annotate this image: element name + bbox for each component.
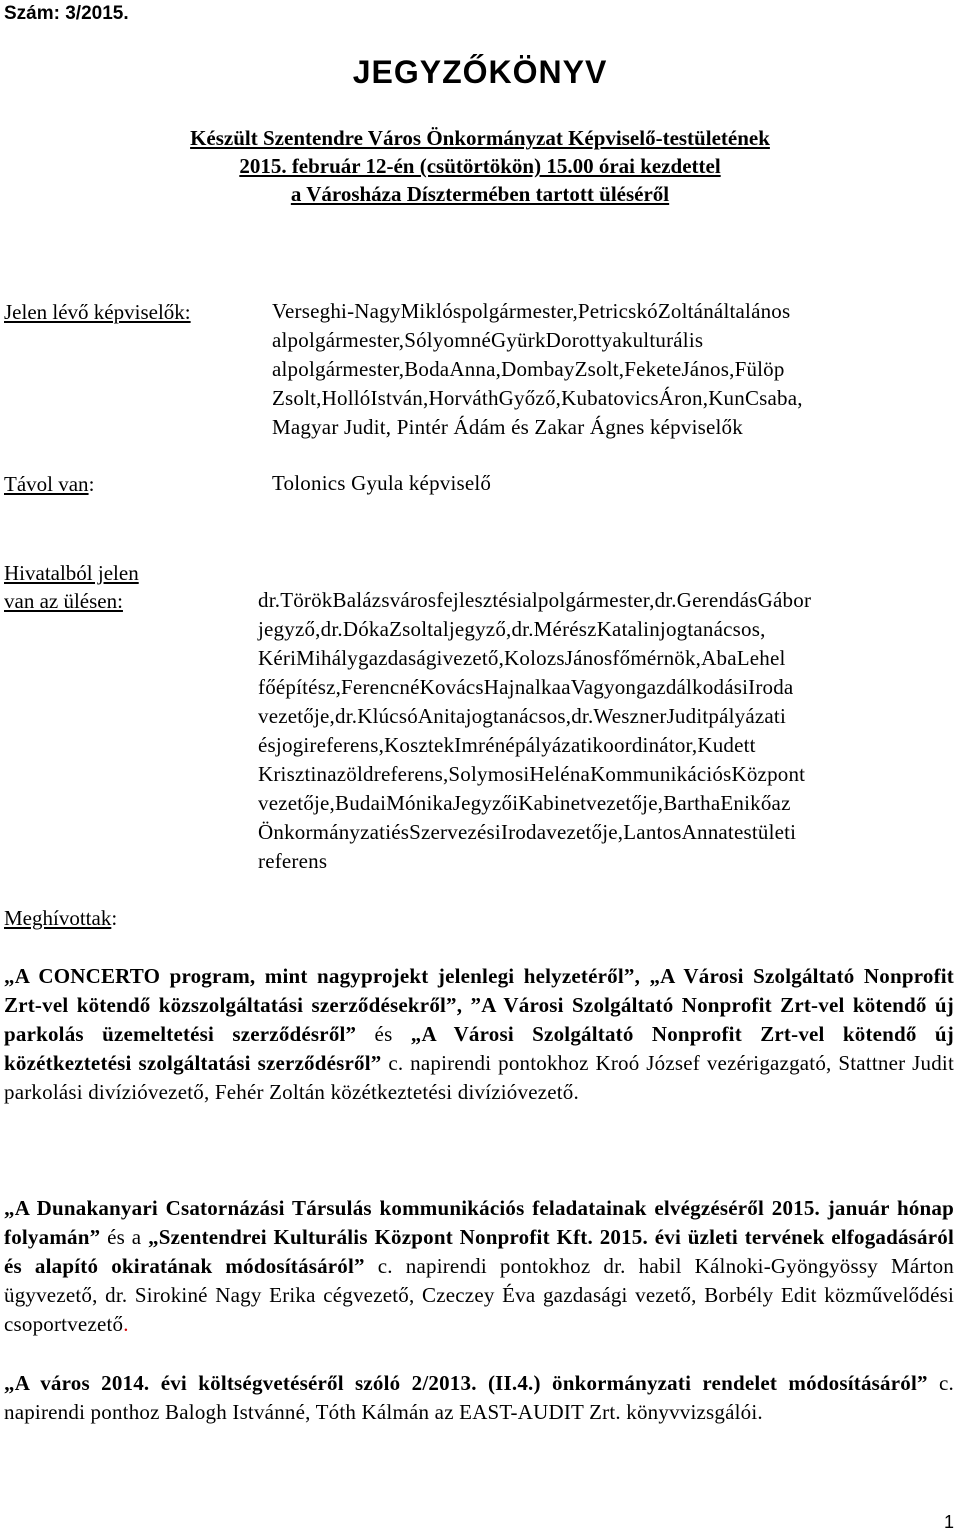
word: Török bbox=[280, 588, 333, 612]
word: Boda bbox=[404, 357, 450, 381]
word: Kun bbox=[708, 386, 745, 410]
word: Kovács bbox=[419, 675, 484, 699]
official-label bbox=[4, 559, 139, 615]
word: Weszner bbox=[593, 704, 667, 728]
word: Fülöp bbox=[734, 357, 785, 381]
present-line bbox=[272, 355, 954, 384]
word: Dombay bbox=[501, 357, 575, 381]
agenda-title: „A CONCERTO program, mint nagyprojekt jelenlegi helyzetéről”, „A Városi Szolgáltató Nonprofit Zrt-vel kötendő közszolgáltatási szerződésekről”, ”A Városi Szolgáltató Nonprofit Zrt-vel kötendő új parkolás üzemeltetési szerződésről” bbox=[4, 964, 954, 1046]
word: Solymosi bbox=[448, 762, 530, 786]
invited-label-suffix: : bbox=[111, 906, 118, 930]
absent-label bbox=[4, 470, 94, 498]
word: Hajnalka bbox=[483, 675, 562, 699]
present-members bbox=[272, 297, 954, 442]
word: Központ bbox=[731, 762, 806, 786]
document-title: JEGYZŐKÖNYV bbox=[352, 54, 608, 90]
word: Fekete bbox=[624, 357, 682, 381]
word: dr. bbox=[320, 617, 343, 641]
agenda-title: „A város 2014. évi költségvetéséről szóló 2/2013. (II.4.) önkormányzati rendelet módosításáról” bbox=[4, 1371, 928, 1395]
official-label-line2: van az ülésen: bbox=[4, 589, 123, 613]
word: főépítész, bbox=[258, 675, 342, 699]
document-subtitle bbox=[0, 124, 960, 208]
official-attendees bbox=[258, 586, 955, 876]
word: Győző, bbox=[498, 386, 562, 410]
word: dr. bbox=[258, 588, 281, 612]
official-label-line1: Hivatalból jelen bbox=[4, 561, 139, 585]
word: Dorottya bbox=[545, 328, 622, 352]
official-line: referens bbox=[258, 849, 328, 873]
word: vezetője, bbox=[586, 791, 664, 815]
agenda-title: „A Dunakanyari Csatornázási Társulás kommunikációs feladatainak elvégzéséről 2015. január hónap folyamán” bbox=[4, 1196, 954, 1249]
word: gazdasági bbox=[358, 646, 443, 670]
word: Jegyzői bbox=[452, 791, 519, 815]
word: Gyürk bbox=[490, 328, 546, 352]
word: Zsolt bbox=[389, 617, 434, 641]
word: Zsolt, bbox=[272, 386, 322, 410]
word: Dóka bbox=[342, 617, 390, 641]
word: Lehel bbox=[736, 646, 786, 670]
word: Mónika bbox=[386, 791, 453, 815]
word: vezető, bbox=[442, 646, 505, 670]
word: Bartha bbox=[663, 791, 721, 815]
official-line bbox=[258, 731, 955, 760]
word: dr. bbox=[654, 588, 677, 612]
agenda-title: „Szentendrei Kulturális Központ Nonprofit Kft. 2015. évi üzleti tervének elfogadásáról és alapító okiratának módosításáról” bbox=[4, 1225, 954, 1278]
word: Anita bbox=[417, 704, 466, 728]
word: Ferencné bbox=[341, 675, 420, 699]
word: Judit bbox=[666, 704, 709, 728]
word: Gerendás bbox=[676, 588, 758, 612]
word: jogtanácsos, bbox=[465, 704, 572, 728]
word: főmérnök, bbox=[612, 646, 702, 670]
absent-label-suffix: : bbox=[88, 472, 95, 496]
invited-paragraph-1: „A CONCERTO program, mint nagyprojekt jelenlegi helyzetéről”, „A Városi Szolgáltató Nonprofit Zrt-vel kötendő közszolgáltatási szerződésekről”, ”A Városi Szolgáltató Nonprofit Zrt-vel kötendő új parkolás üzemeltetési szerződésről” és „A Városi Szolgáltató Nonprofit Zrt-vel kötendő új közétkeztetési szolgáltatási szerződésről” c. napirendi pontokhoz Kroó József vezérigazgató, Stattner Judit parkolási divízióvezető, Fehér Zoltán közétkeztetési divízióvezető. bbox=[4, 964, 954, 1104]
word: vezetője, bbox=[546, 820, 624, 844]
official-line bbox=[258, 760, 955, 789]
word: kulturális bbox=[621, 328, 704, 352]
word: Vagyongazdálkodási bbox=[570, 675, 749, 699]
word: Lantos bbox=[623, 820, 682, 844]
word: Sólyomné bbox=[404, 328, 491, 352]
word: Budai bbox=[335, 791, 387, 815]
present-label-text: Jelen lévő képviselők: bbox=[4, 300, 191, 324]
page-number: 1 bbox=[943, 1512, 954, 1532]
official-line bbox=[258, 586, 955, 615]
invited-paragraph-3: „A város 2014. évi költségvetéséről szóló 2/2013. (II.4.) önkormányzati rendelet módosításáról” c. napirendi ponthoz Balogh Istvánné, Tóth Kálmán az EAST-AUDIT Zrt. könyvvizsgálói. bbox=[4, 1371, 954, 1424]
invited-label-text: Meghívottak bbox=[4, 906, 112, 930]
word: Csaba, bbox=[744, 386, 803, 410]
word: Önkormányzati bbox=[258, 820, 392, 844]
word: Imréné bbox=[454, 733, 515, 757]
word: polgármester, bbox=[461, 299, 578, 323]
word: zöld bbox=[336, 762, 374, 786]
word: pályázati bbox=[514, 733, 593, 757]
word: testületi bbox=[727, 820, 797, 844]
word: és bbox=[258, 733, 276, 757]
word: referens, bbox=[373, 762, 449, 786]
word: Zoltán bbox=[657, 299, 714, 323]
word: Petricskó bbox=[577, 299, 658, 323]
agenda-title: „A Városi Szolgáltató Nonprofit Zrt-vel kötendő új közétkeztetési szolgáltatási szerződésről” bbox=[4, 1022, 954, 1075]
official-line bbox=[258, 644, 955, 673]
word: István, bbox=[370, 386, 429, 410]
word: Iroda bbox=[748, 675, 794, 699]
word: Mérész bbox=[533, 617, 597, 641]
word: Mihály bbox=[296, 646, 358, 670]
word: Miklós bbox=[400, 299, 462, 323]
word: koordinátor, bbox=[592, 733, 698, 757]
word: jegyző, bbox=[258, 617, 321, 641]
word: vezetője, bbox=[258, 791, 336, 815]
word: jogi bbox=[275, 733, 310, 757]
word: Enikő bbox=[720, 791, 772, 815]
word: Zsolt, bbox=[574, 357, 625, 381]
word: dr. bbox=[335, 704, 358, 728]
present-line: Magyar Judit, Pintér Ádám és Zakar Ágnes képviselők bbox=[272, 415, 743, 439]
word: referens, bbox=[309, 733, 385, 757]
word: az bbox=[771, 791, 791, 815]
subtitle-line: Készült Szentendre Város Önkormányzat Képviselő-testületének bbox=[190, 126, 770, 150]
word: jogtanácsos, bbox=[659, 617, 766, 641]
word: Holló bbox=[321, 386, 371, 410]
word: Anna bbox=[681, 820, 728, 844]
word: vezetője, bbox=[258, 704, 336, 728]
word: alpolgármester, bbox=[272, 357, 405, 381]
present-line bbox=[272, 384, 954, 413]
word: Kommunikációs bbox=[590, 762, 732, 786]
word: Aba bbox=[701, 646, 737, 670]
subtitle-line: a Városháza Dísztermében tartott üléséről bbox=[290, 182, 670, 206]
invited-label bbox=[4, 904, 117, 932]
word: Klúcsó bbox=[357, 704, 418, 728]
word: Gábor bbox=[757, 588, 812, 612]
word: alpolgármester, bbox=[272, 328, 405, 352]
word: alpolgármester, bbox=[522, 588, 655, 612]
word: Szervezési bbox=[409, 820, 501, 844]
official-line bbox=[258, 702, 955, 731]
word: Kubatovics bbox=[561, 386, 659, 410]
word: Verseghi-Nagy bbox=[272, 299, 401, 323]
word: és bbox=[391, 820, 410, 844]
word: dr. bbox=[511, 617, 534, 641]
word: Áron, bbox=[658, 386, 709, 410]
word: Kudett bbox=[697, 733, 756, 757]
official-line bbox=[258, 615, 955, 644]
document-number: Szám: 3/2015. bbox=[4, 3, 129, 24]
word: Kolozs bbox=[504, 646, 565, 670]
word: városfejlesztési bbox=[389, 588, 523, 612]
present-line bbox=[272, 326, 954, 355]
official-line bbox=[258, 673, 955, 702]
word: a bbox=[561, 675, 571, 699]
absent-label-text: Távol van bbox=[4, 472, 89, 496]
word: aljegyző, bbox=[433, 617, 512, 641]
invited-paragraph-2: „A Dunakanyari Csatornázási Társulás kommunikációs feladatainak elvégzéséről 2015. január hónap folyamán” és a „Szentendrei Kulturális Központ Nonprofit Kft. 2015. évi üzleti tervének elfogadásáról és alapító okiratának módosításáról” c. napirendi pontokhoz dr. habil Kálnoki-Gyöngyössy Márton ügyvezető, dr. Sirokiné Nagy Erika cégvezető, Czeczey Éva gazdasági vezető, Borbély Edit közművelődési csoportvezető. bbox=[4, 1196, 954, 1336]
word: pályázati bbox=[708, 704, 786, 728]
word: Katalin bbox=[596, 617, 660, 641]
word: Iroda bbox=[500, 820, 547, 844]
word: János bbox=[564, 646, 613, 670]
official-line bbox=[258, 818, 955, 847]
word: általános bbox=[713, 299, 791, 323]
word: Anna, bbox=[449, 357, 502, 381]
word: Heléna bbox=[529, 762, 591, 786]
word: János, bbox=[681, 357, 735, 381]
word: Kosztek bbox=[384, 733, 455, 757]
absent-members: Tolonics Gyula képviselő bbox=[272, 471, 492, 495]
present-line bbox=[272, 297, 954, 326]
present-label bbox=[4, 298, 191, 326]
word: Krisztina bbox=[258, 762, 337, 786]
word: Kabinet bbox=[518, 791, 587, 815]
subtitle-line: 2015. február 12-én (csütörtökön) 15.00 órai kezdettel bbox=[239, 154, 721, 178]
word: Balázs bbox=[332, 588, 390, 612]
official-line bbox=[258, 789, 955, 818]
word: dr. bbox=[571, 704, 594, 728]
word: Horváth bbox=[428, 386, 499, 410]
word: Kéri bbox=[258, 646, 297, 670]
red-period: . bbox=[123, 1312, 129, 1336]
